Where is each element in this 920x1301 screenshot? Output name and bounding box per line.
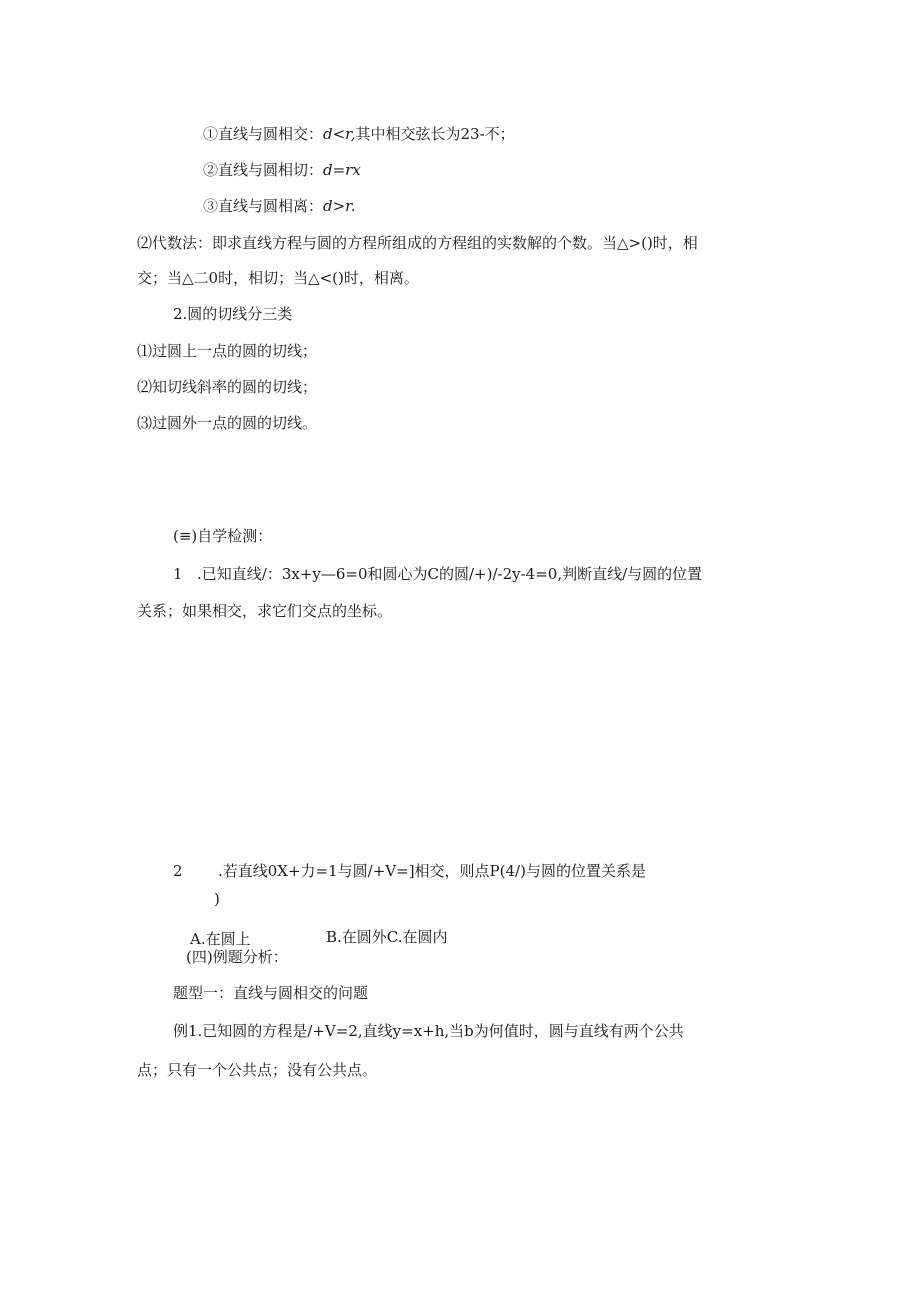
geometric-item-tangent	[203, 160, 361, 180]
self-test-q1-line-2: 关系；如果相交，求它们交点的坐标。	[137, 602, 393, 620]
geometric-item-prefix: ②直线与圆相切：	[203, 161, 324, 179]
self-test-q1-line-1: .已知直线/：3x+y—6=0和圆心为C的圆/+)/-2y-4=0,判断直线/与圆的位置	[197, 565, 703, 583]
tangent-item-2: ⑵知切线斜率的圆的切线；	[137, 378, 318, 396]
algebraic-method-line-2: 交；当△二0时，相切；当△<()时，相离。	[137, 269, 419, 287]
example-type-1: 题型一：直线与圆相交的问题	[173, 984, 369, 1002]
self-test-q2-option-bc: B.在圆外C.在圆内	[326, 928, 448, 946]
tangent-item-3: ⑶过圆外一点的圆的切线。	[137, 414, 318, 432]
self-test-q2-paren: )	[214, 890, 220, 908]
geometric-item-prefix: ①直线与圆相交：	[203, 125, 324, 143]
self-test-q2-line-1: .若直线0X+力=1与圆/+V=]相交，则点P(4/)与圆的位置关系是	[218, 862, 646, 880]
geometric-item-formula: d=rx	[323, 161, 361, 179]
self-test-q2-number: 2	[173, 862, 183, 880]
geometric-item-intersect	[203, 124, 515, 144]
algebraic-method-line-1: ⑵代数法：即求直线方程与圆的方程所组成的方程组的实数解的个数。当△>()时，相	[137, 234, 698, 252]
tangent-heading: 2.圆的切线分三类	[173, 305, 293, 323]
geometric-item-suffix: 其中相交弦长为23-不；	[355, 125, 515, 143]
example-1-line-2: 点；只有一个公共点；没有公共点。	[137, 1061, 378, 1079]
self-test-heading: (≡)自学检测：	[173, 527, 273, 545]
example-1-line-1: 例1.已知圆的方程是/+V=2,直线y=x+h,当b为何值时，圆与直线有两个公共	[173, 1022, 684, 1040]
examples-heading: (四)例题分析：	[186, 948, 288, 966]
tangent-item-1: ⑴过圆上一点的圆的切线；	[137, 342, 318, 360]
self-test-q1-number: 1	[173, 565, 183, 583]
geometric-item-formula: d<r,	[323, 125, 356, 143]
geometric-item-prefix: ③直线与圆相离：	[203, 197, 324, 215]
self-test-q2-option-a: A.在圆上	[190, 930, 251, 948]
geometric-item-formula: d>r.	[323, 197, 356, 215]
geometric-item-separate	[203, 196, 355, 216]
